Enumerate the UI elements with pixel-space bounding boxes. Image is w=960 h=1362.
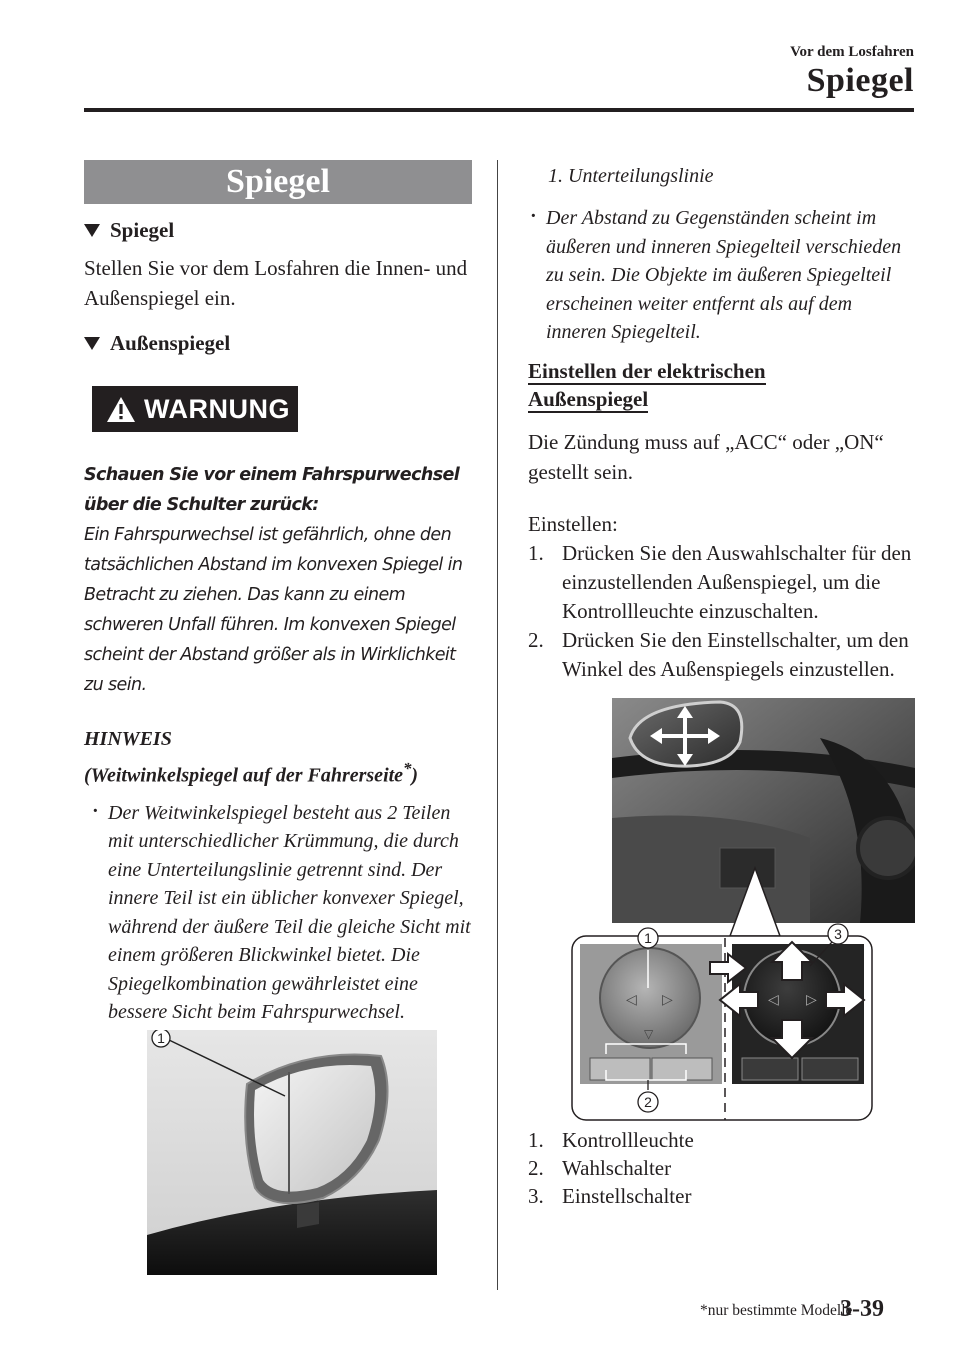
figure-caption: 1. Unterteilungslinie bbox=[548, 165, 714, 187]
note-bullet: · Der Weitwinkelspiegel besteht aus 2 Teilen mit unterschiedlicher Krümmung, die durch eine Unterteilungslinie getrennt sind. Der innere Teil ist ein üblicher konvexer Spiegel, während der äußere Teil die gleiche Sicht mit einem größeren Blickwinkel bietet. Die Spiegelkombination gewährleistet eine bessere Sicht beim Fahrspurwechsel. bbox=[90, 799, 472, 1027]
section-title-band: Spiegel bbox=[84, 160, 472, 204]
figure-legend bbox=[528, 1126, 916, 1210]
wide-angle-mirror-figure bbox=[147, 1030, 437, 1275]
running-header-title: Spiegel bbox=[806, 62, 914, 99]
note-heading: HINWEIS bbox=[84, 728, 172, 750]
warning-triangle-icon bbox=[106, 396, 136, 423]
callout-1-label: 1 bbox=[157, 1030, 165, 1046]
callout-1-label: 1 bbox=[644, 930, 652, 946]
legend-item: 1. Kontrollleuchte bbox=[528, 1128, 694, 1152]
subheading-aussenspiegel bbox=[84, 331, 472, 356]
subheading-text: Außenspiegel bbox=[110, 331, 231, 355]
note-subheading-end: ) bbox=[411, 764, 419, 787]
svg-text:▷: ▷ bbox=[806, 991, 817, 1007]
page-number: 3-39 bbox=[840, 1296, 884, 1322]
footnote-marker: * bbox=[403, 759, 412, 778]
triangle-bullet-icon bbox=[84, 224, 100, 237]
distance-bullet: · Der Abstand zu Gegenständen scheint im äußeren und inneren Spiegelteil verschieden zu sein. Die Objekte im äußeren Spiegelteil erscheinen weiter entfernt als auf dem inneren Spiegelteil. bbox=[528, 204, 916, 347]
warning-badge bbox=[92, 386, 298, 432]
callout-2-label: 2 bbox=[644, 1094, 652, 1110]
step-item: 1. Drücken Sie den Auswahlschalter für den einzustellenden Außenspiegel, um die Kontrollleuchte einzuschalten. bbox=[528, 540, 912, 623]
right-column bbox=[528, 160, 916, 1208]
legend-item: 3. Einstellschalter bbox=[528, 1184, 692, 1208]
warning-label: WARNUNG bbox=[144, 393, 290, 424]
adjust-label: Einstellen: bbox=[528, 511, 618, 536]
legend-item: 2. Wahlschalter bbox=[528, 1156, 672, 1180]
subheading-text: Spiegel bbox=[110, 218, 175, 242]
step-item: 2. Drücken Sie den Einstellschalter, um den Winkel des Außenspiegels einzustellen. bbox=[528, 627, 909, 681]
column-divider bbox=[497, 160, 498, 1290]
svg-text:▽: ▽ bbox=[644, 1027, 654, 1041]
ignition-paragraph: Die Zündung muss auf „ACC“ oder „ON“ gestellt sein. bbox=[528, 429, 884, 484]
section-heading-line1: Einstellen der elektrischen bbox=[528, 358, 766, 383]
footnote: *nur bestimmte Modelle bbox=[700, 1302, 853, 1319]
subheading-spiegel bbox=[84, 218, 472, 243]
section-heading-line2: Außenspiegel bbox=[528, 386, 649, 411]
warning-heading: Schauen Sie vor einem Fahrspurwechsel über die Schulter zurück: bbox=[84, 465, 460, 515]
warning-body: Ein Fahrspurwechsel ist gefährlich, ohne den tatsächlichen Abstand im konvexen Spiegel in Betracht zu ziehen. Das kann zu einem schweren Unfall führen. Im konvexen Spiegel scheint der Abstand größer als in Wirklichkeit zu sein. bbox=[84, 525, 463, 695]
svg-text:◁: ◁ bbox=[626, 991, 637, 1007]
intro-paragraph: Stellen Sie vor dem Losfahren die Innen- und Außenspiegel ein. bbox=[84, 256, 468, 310]
adjust-steps bbox=[528, 539, 916, 684]
left-column bbox=[84, 160, 472, 1046]
note-subheading bbox=[84, 754, 472, 791]
note-subheading-text: (Weitwinkelspiegel auf der Fahrerseite bbox=[84, 764, 404, 787]
mirror-switch-figure bbox=[570, 698, 915, 1123]
svg-text:▷: ▷ bbox=[662, 991, 673, 1007]
section-heading bbox=[528, 357, 916, 413]
svg-text:◁: ◁ bbox=[768, 991, 779, 1007]
callout-3-label: 3 bbox=[834, 926, 842, 942]
running-header-section: Vor dem Losfahren bbox=[790, 44, 914, 60]
triangle-bullet-icon bbox=[84, 337, 100, 350]
header-rule bbox=[84, 108, 914, 112]
